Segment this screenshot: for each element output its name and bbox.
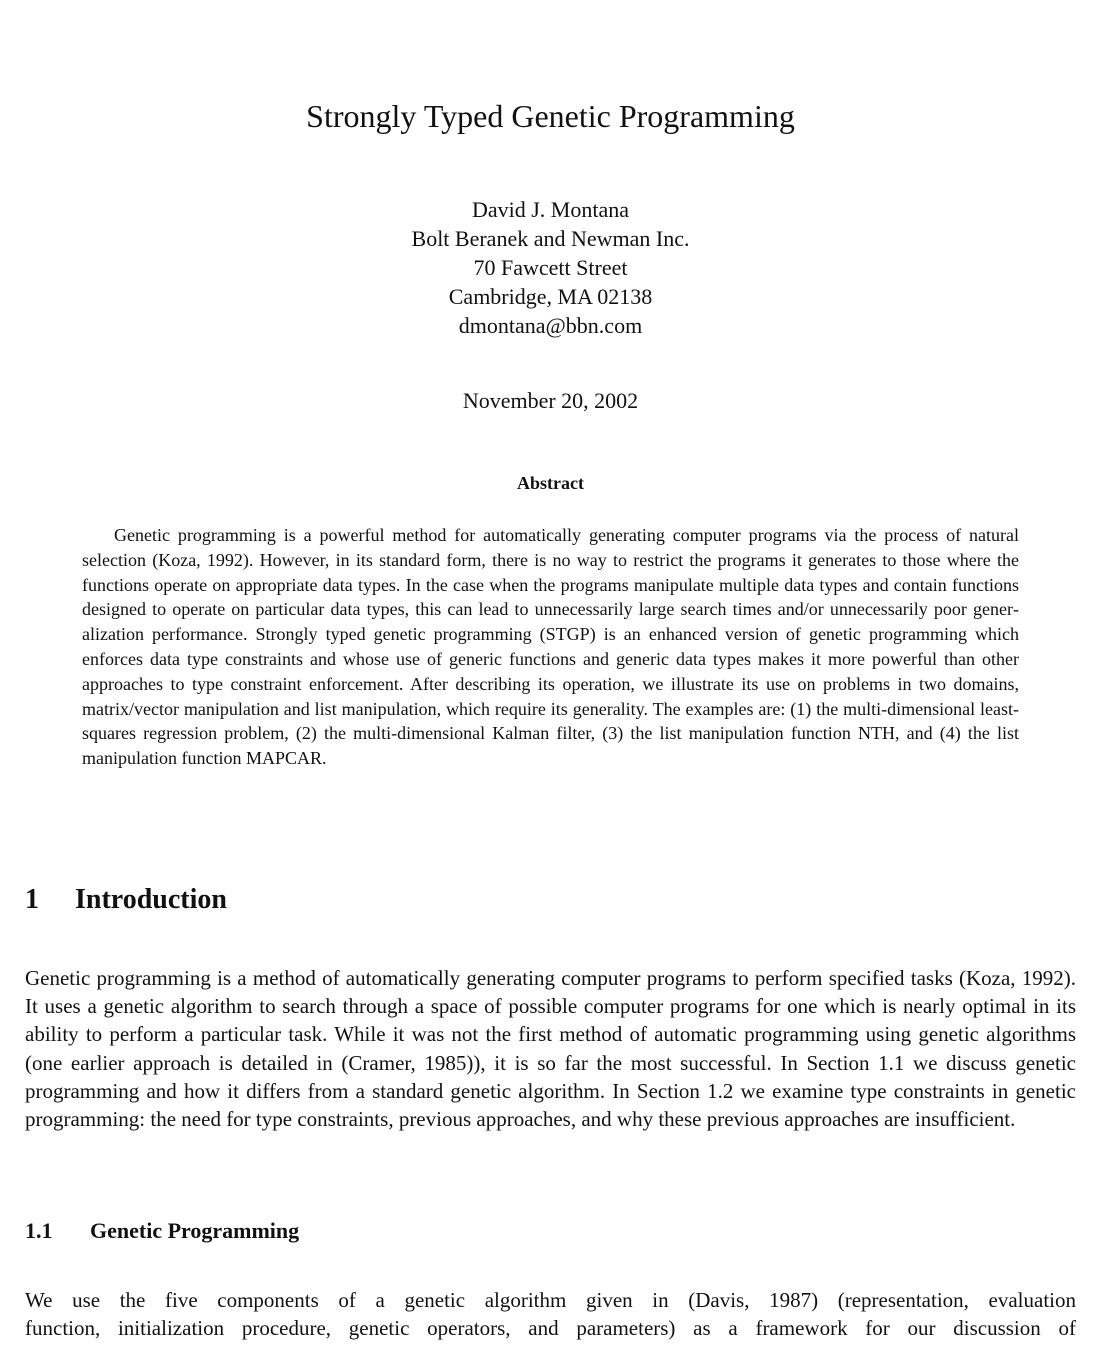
section-title: Introduction: [75, 884, 227, 915]
section-number: 1: [25, 884, 39, 915]
author-street: 70 Fawcett Street: [473, 255, 628, 280]
paper-title: Strongly Typed Genetic Programming: [306, 98, 795, 134]
section-heading-introduction: [25, 882, 227, 918]
author-city: Cambridge, MA 02138: [448, 284, 653, 309]
genetic-programming-paragraph: [25, 1286, 1076, 1342]
paragraph-line: We use the five components of a genetic algorithm given in (Davis, 1987) (representation, evaluation: [25, 1288, 1076, 1312]
paper-date: November 20, 2002: [462, 388, 639, 413]
author-name: David J. Montana: [471, 197, 630, 222]
subsection-heading-genetic-programming: [25, 1216, 299, 1246]
paragraph-line: function, initialization procedure, genetic operators, and parameters) as a framework for our discussion of: [25, 1316, 1076, 1341]
abstract-text: Genetic programming is a powerful method for automatically generating computer programs via the process of natural selection (Koza, 1992). However, in its standard form, there is no way to restrict the programs it generates to those where the functions operate on appropriate data types. In the case when the programs manipulate multiple data types and contain functions designed to operate on particular data types, this can lead to unnecessarily large search times and/or unnecessarily poor generalization performance. Strongly typed genetic programming (STGP) is an enhanced version of genetic programming which enforces data type constraints and whose use of generic functions and generic data types makes it more powerful than other approaches to type constraint enforcement. After describing its operation, we illustrate its use on problems in two domains, matrix/vector manipulation and list manipulation, which require its generality. The examples are: (1) the multi-dimensional least-squares regression problem, (2) the multi-dimensional Kalman filter, (3) the list manipulation function NTH, and (4) the list manipulation function MAPCAR.: [82, 525, 1019, 769]
introduction-paragraph: Genetic programming is a method of automatically generating computer programs to perform specified tasks (Koza, 1992). It uses a genetic algorithm to search through a space of possible computer programs for one which is nearly optimal in its ability to perform a particular task. While it was not the first method of automatic programming using genetic algorithms (one earlier approach is detailed in (Cramer, 1985)), it is so far the most successful. In Section 1.1 we discuss genetic programming and how it differs from a standard genetic algorithm. In Section 1.2 we examine type constraints in genetic programming: the need for type constraints, previous approaches, and why these previous approaches are insufficient.: [25, 966, 1076, 1132]
author-block: [0, 195, 1101, 340]
author-affiliation: Bolt Beranek and Newman Inc.: [411, 226, 690, 251]
subsection-title: Genetic Programming: [90, 1218, 300, 1243]
author-email: dmontana@bbn.com: [458, 313, 643, 338]
subsection-number: 1.1: [25, 1218, 53, 1243]
abstract-heading: Abstract: [517, 473, 584, 493]
